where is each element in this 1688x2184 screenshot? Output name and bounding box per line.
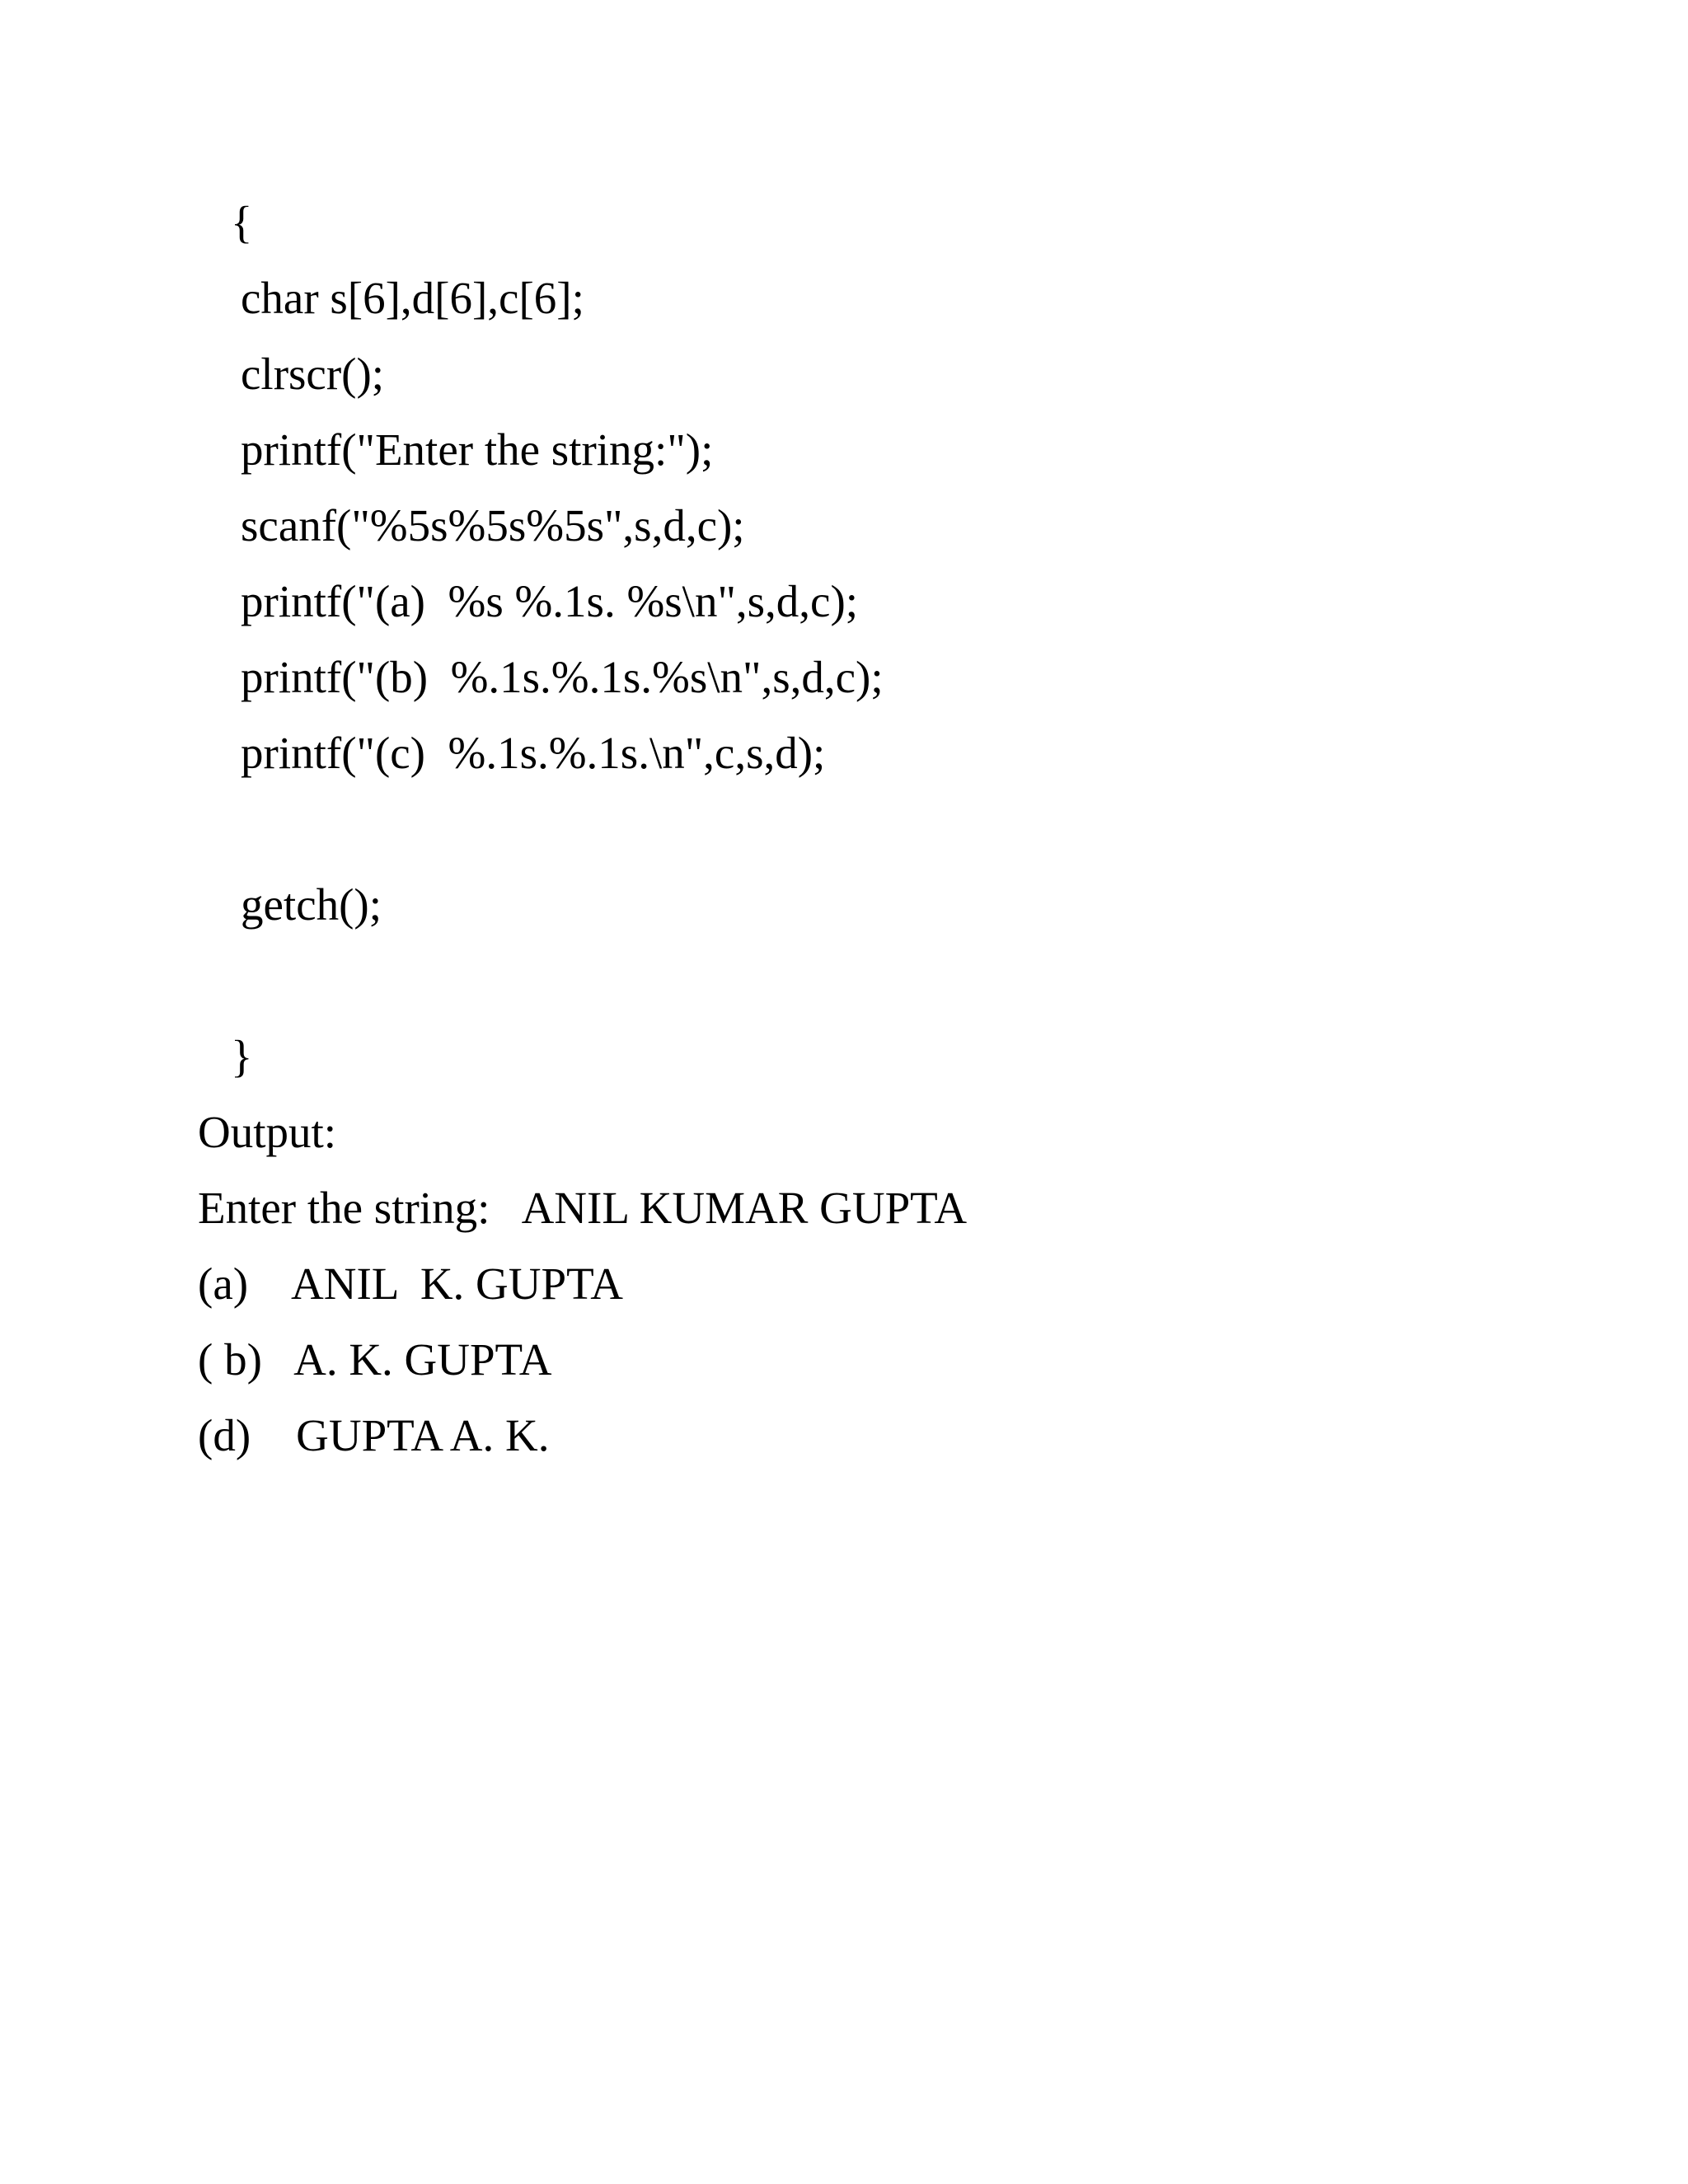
code-line-scanf: scanf("%5s%5s%5s",s,d,c); — [241, 500, 745, 551]
code-line-printf-b: printf("(b) %.1s.%.1s.%s\n",s,d,c); — [241, 652, 884, 702]
code-line-printf-c: printf("(c) %.1s.%.1s.\n",c,s,d); — [241, 728, 826, 778]
code-open-brace: { — [231, 197, 253, 247]
code-line-declaration: char s[6],d[6],c[6]; — [241, 273, 584, 323]
code-line-clrscr: clrscr(); — [241, 349, 385, 399]
code-line-printf-prompt: printf("Enter the string:"); — [241, 424, 714, 475]
code-line-printf-a: printf("(a) %s %.1s. %s\n",s,d,c); — [241, 576, 859, 626]
code-close-brace: } — [231, 1031, 253, 1081]
output-result-d: (d) GUPTA A. K. — [198, 1410, 550, 1460]
output-prompt-line: Enter the string: ANIL KUMAR GUPTA — [198, 1183, 968, 1233]
output-result-b: ( b) A. K. GUPTA — [198, 1334, 552, 1385]
output-heading: Output: — [198, 1107, 337, 1157]
code-line-getch: getch(); — [241, 879, 382, 930]
output-result-a: (a) ANIL K. GUPTA — [198, 1258, 623, 1309]
